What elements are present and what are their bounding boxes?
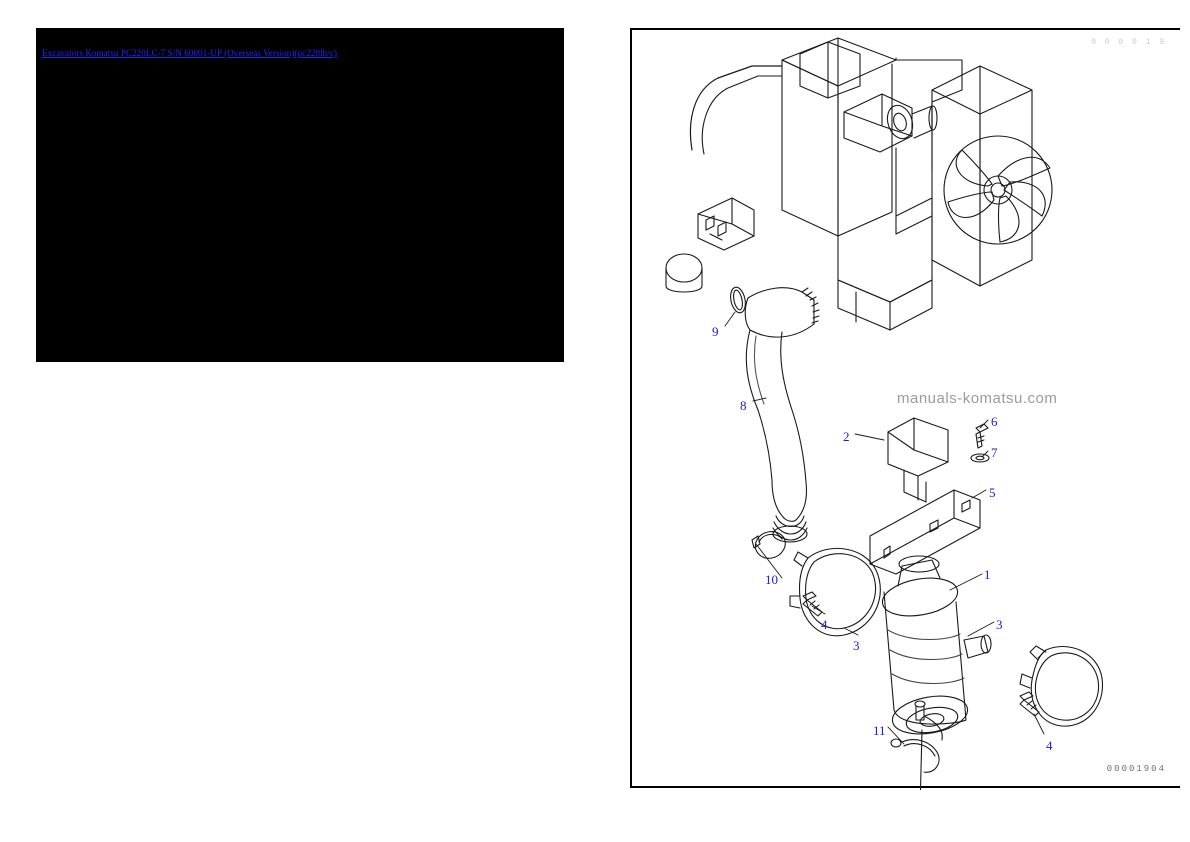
callout-9: 9 <box>712 324 719 339</box>
parts-diagram-panel <box>630 28 1180 788</box>
content-viewer-panel <box>36 28 564 362</box>
watermark-label: manuals-komatsu.com <box>897 390 1058 407</box>
callout-6: 6 <box>991 414 998 429</box>
header-code-label: 0 0 0 0 1 9 <box>1091 38 1166 47</box>
parts-diagram-illustration <box>632 30 1182 790</box>
callout-7: 7 <box>991 445 998 460</box>
callout-3-left: 3 <box>853 638 860 653</box>
callout-8: 8 <box>740 398 747 413</box>
callout-2: 2 <box>843 429 850 444</box>
breadcrumb[interactable]: Excavators Komatsu PC220LC-7 S/N 60001-UP (Overseas Version)(pc220lb/c) <box>42 48 338 58</box>
callout-1: 1 <box>984 567 991 582</box>
callout-3-right-upper: 3 <box>996 617 1003 632</box>
callout-11: 11 <box>873 723 886 738</box>
drawing-number-label: 00001904 <box>1106 764 1166 774</box>
callout-4-left: 4 <box>821 617 828 632</box>
callout-5: 5 <box>989 485 996 500</box>
callout-10: 10 <box>765 572 778 587</box>
callout-4-right: 4 <box>1046 738 1053 753</box>
